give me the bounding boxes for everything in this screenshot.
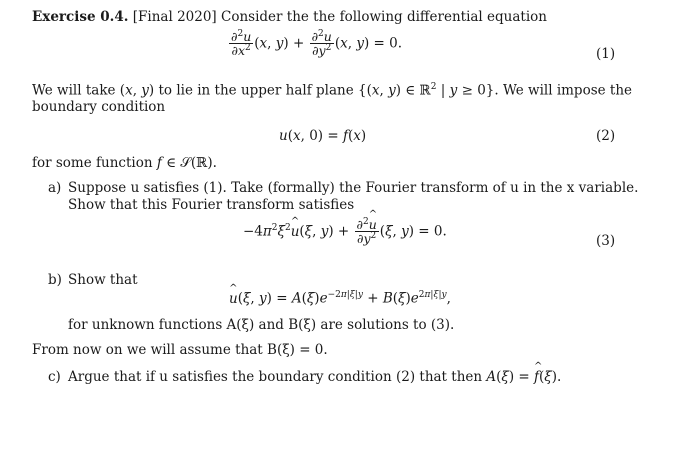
part-a-label: a) xyxy=(48,180,62,196)
d2u-dy2: $\frac{\partial^2u}{\partial y^2}$ xyxy=(311,29,332,59)
d2u-dx2: $\frac{\partial^2u}{\partial x^2}$ xyxy=(231,29,252,59)
equation-3-number: (3) xyxy=(596,233,616,249)
part-b-line-2: for unknown functions A(ξ) and B(ξ) are solutions to (3). xyxy=(68,317,455,333)
part-b-formula: ^ u(ξ, $y) = A(\xi)e^{-2\pi|\xi|y} + B(\xi)e^{2\pi|\xi|y}$, xyxy=(229,290,451,307)
part-c-label: c) xyxy=(48,369,61,385)
equation-1: $\frac{\partial^2u}{\partial x^2}$ (x, y) + $\frac{\partial^2u}{\partial y^2}$ (x, y) = 0. xyxy=(231,29,403,59)
equation-2: u(x, 0) = f(x) xyxy=(279,128,367,144)
for-some-function: for some function f ∈ 𝒮(ℝ). xyxy=(32,155,217,171)
exercise-source: [Final 2020] xyxy=(132,9,217,25)
exercise-header xyxy=(32,9,547,26)
paragraph-upper-half-plane: We will take (x, y) to lie in the upper half plane {(x, y) ∈ ℝ$^2$ | y ≥ 0}. We will impose the xyxy=(32,82,633,99)
part-a-line-2: Show that this Fourier transform satisfies xyxy=(68,197,355,213)
d2uhat-dy2: $\frac{\partial^2\^{} u}{\partial y^2}$ xyxy=(355,218,379,246)
equation-2-number: (2) xyxy=(596,128,616,144)
part-b-label: b) xyxy=(48,272,62,288)
equation-1-number: (1) xyxy=(596,46,616,62)
part-a-line-1: Suppose u satisfies (1). Take (formally) the Fourier transform of u in the x variable. xyxy=(68,180,639,196)
paragraph-line-2: boundary condition xyxy=(32,99,166,115)
assumption: From now on we will assume that B(ξ) = 0. xyxy=(32,342,328,358)
exercise-label: Exercise 0.4. xyxy=(32,9,129,25)
equation-3: $-4\pi^2\xi^2\^{}$ u(ξ, y) + $\frac{\partial^2\^{} u}{\partial y^2}$ (ξ, y) = 0. xyxy=(243,218,447,246)
part-c-text: Argue that if u satisfies the boundary condition (2) that then A(ξ) = ^ f(ξ). xyxy=(68,369,561,386)
part-b-line-1: Show that xyxy=(68,272,138,288)
exercise-intro: Consider the the following differential equation xyxy=(221,9,547,25)
